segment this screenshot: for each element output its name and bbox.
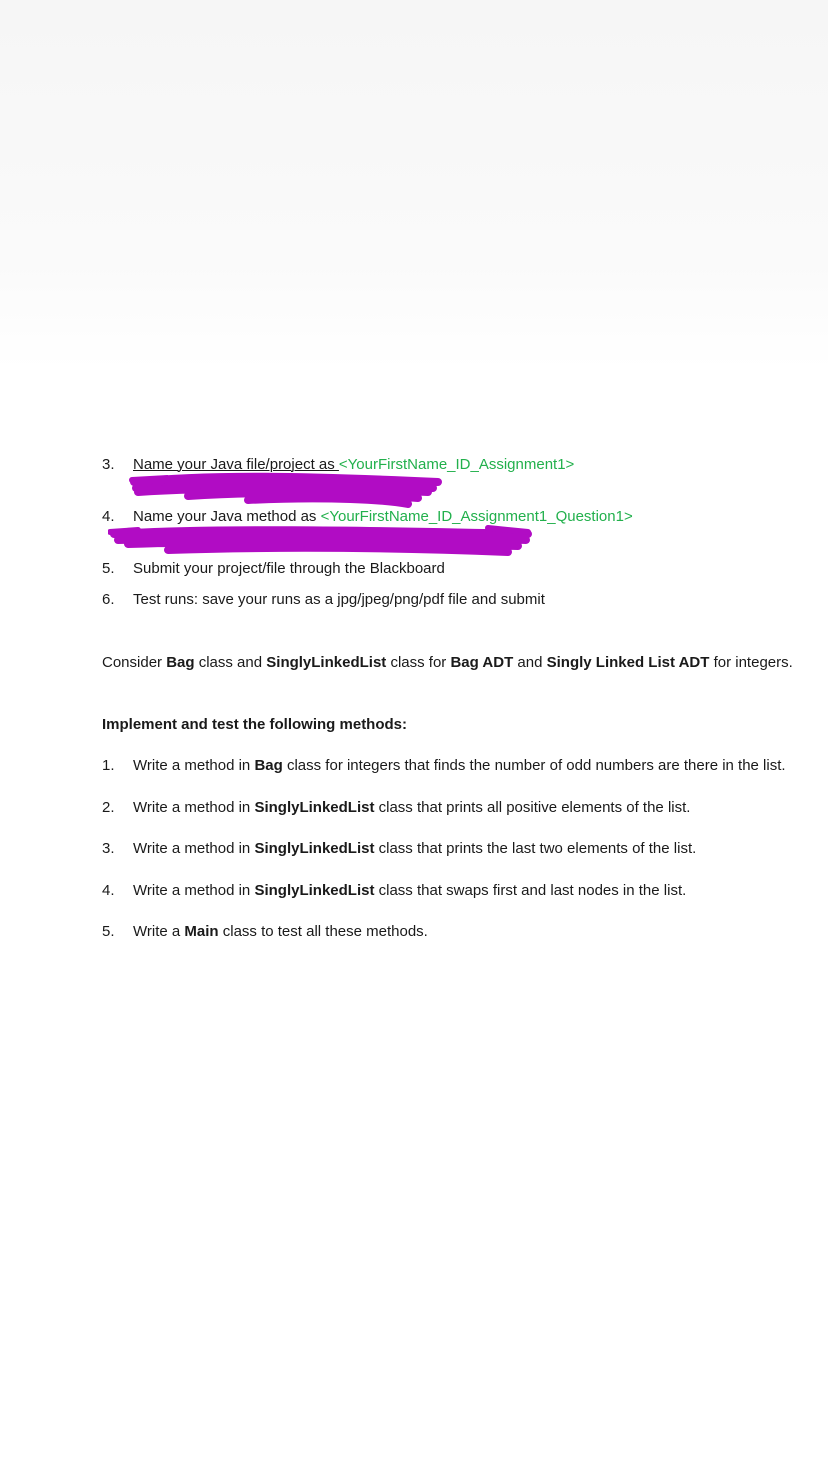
task-class-name: Bag xyxy=(254,757,283,774)
singly-linked-list-adt-name: Singly Linked List ADT xyxy=(546,654,710,671)
section-heading: Implement and test the following methods: xyxy=(102,716,408,733)
task-class-name: Main xyxy=(184,923,219,940)
file-name-format: <YourFirstName_ID_Assignment1> xyxy=(338,456,575,473)
document-page: 3. Name your Java file/project as <YourFirstName_ID_Assignment1> 4. Name your Java method as <YourFirstName_ID_Assignment1_Question1> 5. Submit your project/file through the Blackboard 6. Test runs: save your runs as a jpg/jpeg/png/pdf file and submit Consider Bag class and SinglyLinkedList class for Bag ADT and Singly Linked List ADT for integers. Implement and test the following methods: 1. Write a method in Bag class for integers that finds the number of odd numbers are there in the list. 2. Write a method in SinglyLinkedList class that prints all positive elements of the list. 3. Write a method in SinglyLinkedList class that prints the last two elements of the list. 4. Write a method in SinglyLinkedList class that swaps first and last nodes in the list. 5. Write a Main class to test all these methods. xyxy=(0,0,828,1472)
task-class-name: SinglyLinkedList xyxy=(254,799,375,816)
method-name-format: <YourFirstName_ID_Assignment1_Question1> xyxy=(320,508,633,525)
singly-linked-list-class-name: SinglyLinkedList xyxy=(266,654,387,671)
task-number: 3. xyxy=(102,840,115,857)
setup-item-text: Test runs: save your runs as a jpg/jpeg/png/pdf file and submit xyxy=(133,591,545,608)
task-class-name: SinglyLinkedList xyxy=(254,882,375,899)
bag-adt-name: Bag ADT xyxy=(450,654,514,671)
setup-item-number: 3. xyxy=(102,456,115,473)
bag-class-name: Bag xyxy=(166,654,195,671)
setup-item-text: Name your Java file/project as xyxy=(133,456,339,473)
intro-paragraph: Consider Bag class and SinglyLinkedList class for Bag ADT and Singly Linked List ADT for integers. xyxy=(102,654,793,671)
redaction-scribble-1 xyxy=(128,470,448,510)
setup-item-text: Submit your project/file through the Blackboard xyxy=(133,560,445,577)
setup-item-number: 6. xyxy=(102,591,115,608)
task-number: 4. xyxy=(102,882,115,899)
task-number: 2. xyxy=(102,799,115,816)
setup-item-text: Name your Java method as xyxy=(133,508,321,525)
task-number: 1. xyxy=(102,757,115,774)
redaction-scribble-2 xyxy=(108,522,538,562)
task-number: 5. xyxy=(102,923,115,940)
blank-top-area xyxy=(0,0,828,370)
setup-item-number: 5. xyxy=(102,560,115,577)
task-class-name: SinglyLinkedList xyxy=(254,840,375,857)
setup-item-number: 4. xyxy=(102,508,115,525)
